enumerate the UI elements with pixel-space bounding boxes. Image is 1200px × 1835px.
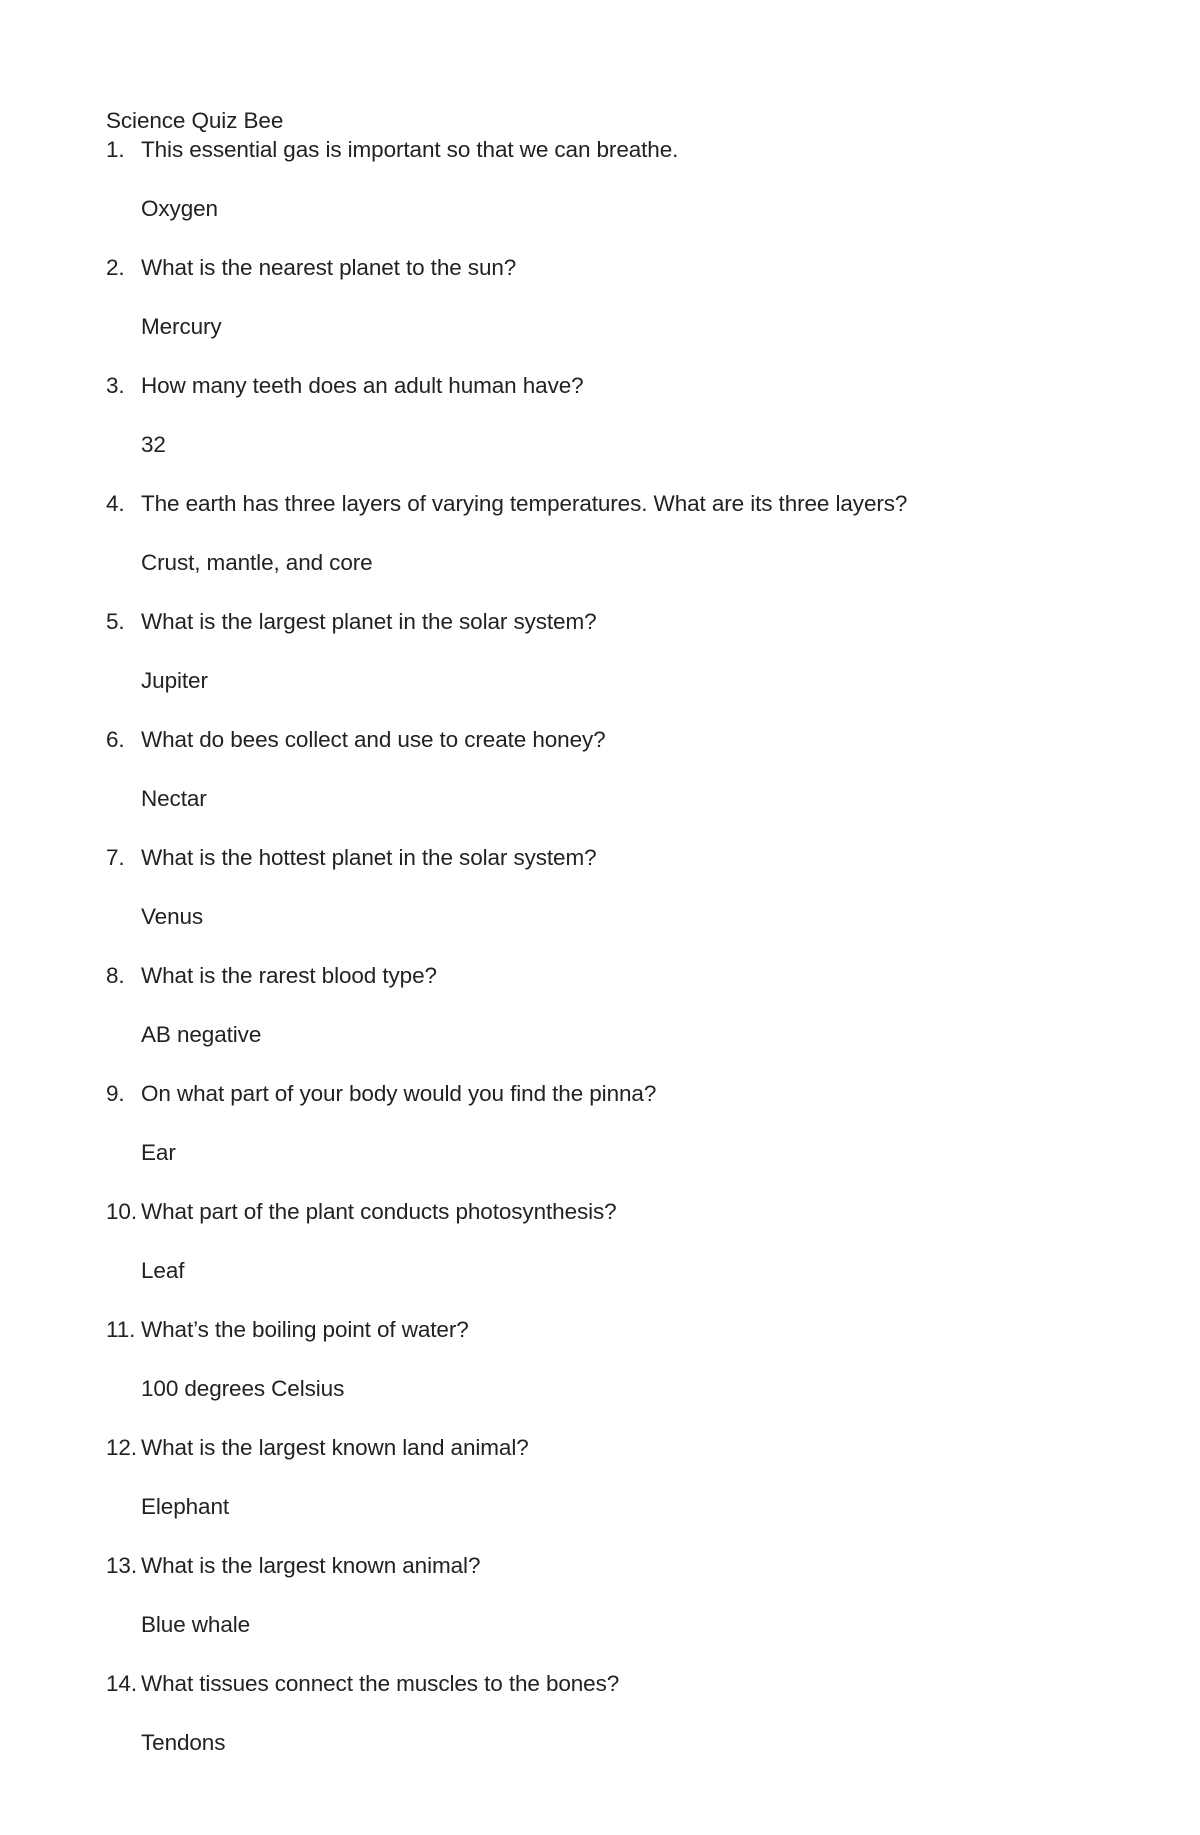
answer-text: Blue whale [141,1612,251,1637]
question-text: This essential gas is important so that we can breathe. [141,137,679,162]
question-text: What part of the plant conducts photosynthesis? [141,1199,617,1224]
question-line [106,1433,1106,1462]
question-number: 3. [106,373,125,398]
quiz-item [106,135,1106,223]
answer-text: Nectar [141,786,207,811]
quiz-item [106,1669,1106,1757]
question-text: What do bees collect and use to create honey? [141,727,606,752]
quiz-item [106,253,1106,341]
question-number: 4. [106,491,125,516]
question-text: What is the largest planet in the solar system? [141,609,597,634]
answer-text: Mercury [141,314,222,339]
quiz-item [106,607,1106,695]
question-number: 14. [106,1671,137,1696]
question-line [106,1669,1106,1698]
question-number: 5. [106,609,125,634]
question-text: What is the rarest blood type? [141,963,437,988]
question-text: How many teeth does an adult human have? [141,373,584,398]
question-number: 9. [106,1081,125,1106]
answer-text: Tendons [141,1730,226,1755]
question-number: 6. [106,727,125,752]
quiz-item [106,843,1106,931]
question-line [106,725,1106,754]
question-text: What’s the boiling point of water? [141,1317,469,1342]
question-text: What is the largest known land animal? [141,1435,529,1460]
quiz-item [106,1079,1106,1167]
question-line [106,371,1106,400]
document-body [106,106,1106,1787]
question-number: 8. [106,963,125,988]
quiz-item [106,1433,1106,1521]
quiz-item [106,1551,1106,1639]
question-text: What tissues connect the muscles to the bones? [141,1671,620,1696]
answer-text: 100 degrees Celsius [141,1376,345,1401]
document-title: Science Quiz Bee [106,108,284,133]
answer-text: Jupiter [141,668,208,693]
question-line [106,1315,1106,1344]
question-number: 7. [106,845,125,870]
answer-text: Elephant [141,1494,230,1519]
quiz-item [106,371,1106,459]
answer-text: Ear [141,1140,176,1165]
question-line [106,489,1106,518]
question-number: 10. [106,1199,137,1224]
quiz-item [106,1315,1106,1403]
quiz-item [106,489,1106,577]
question-number: 11. [106,1317,136,1342]
question-line [106,607,1106,636]
quiz-item [106,961,1106,1049]
question-text: What is the hottest planet in the solar system? [141,845,597,870]
question-line [106,1079,1106,1108]
question-line [106,135,1106,164]
question-number: 1. [106,137,125,162]
question-line [106,1197,1106,1226]
question-text: What is the largest known animal? [141,1553,481,1578]
question-line [106,843,1106,872]
answer-text: AB negative [141,1022,262,1047]
answer-text: Leaf [141,1258,185,1283]
question-number: 13. [106,1553,137,1578]
answer-text: Venus [141,904,204,929]
answer-text: Oxygen [141,196,218,221]
quiz-item [106,725,1106,813]
quiz-item [106,1197,1106,1285]
question-line [106,253,1106,282]
question-text: The earth has three layers of varying temperatures. What are its three layers? [141,491,908,516]
question-text: On what part of your body would you find the pinna? [141,1081,657,1106]
answer-text: 32 [141,432,166,457]
question-line [106,1551,1106,1580]
question-number: 2. [106,255,125,280]
question-line [106,961,1106,990]
question-number: 12. [106,1435,137,1460]
question-text: What is the nearest planet to the sun? [141,255,517,280]
answer-text: Crust, mantle, and core [141,550,373,575]
